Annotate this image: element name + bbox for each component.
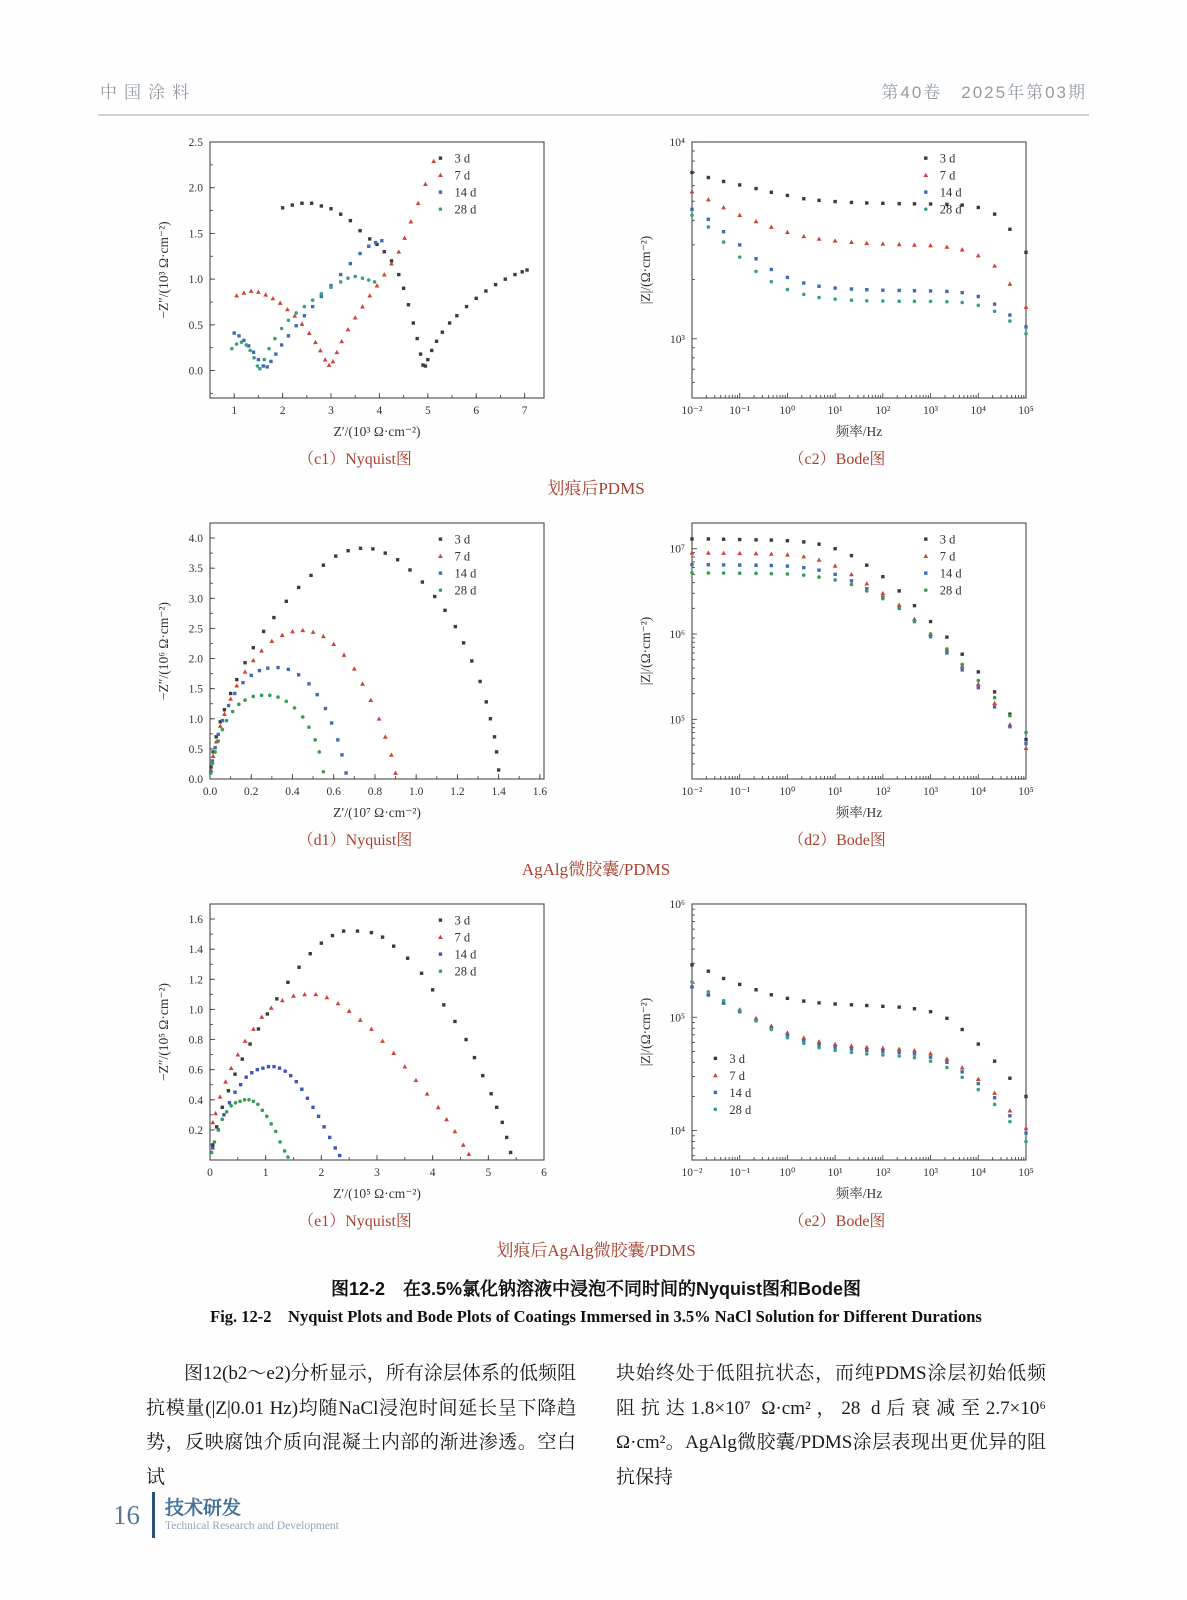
caption-d2: （d2）Bode图 [788,832,886,849]
legend-marker-3d [924,537,927,540]
svg-text:Z′/(10⁷ Ω·cm⁻²): Z′/(10⁷ Ω·cm⁻²) [333,805,421,820]
svg-text:|Z|/(Ω·cm⁻²): |Z|/(Ω·cm⁻²) [638,997,653,1067]
svg-text:0.5: 0.5 [188,319,203,332]
svg-text:28 d: 28 d [939,202,962,217]
svg-text:3 d: 3 d [454,151,471,166]
chart-d2-bode [628,509,1046,827]
svg-text:3 d: 3 d [939,151,956,166]
svg-text:10⁰: 10⁰ [779,405,796,417]
figure-e1 [146,890,564,1231]
svg-text:Z′/(10⁵ Ω·cm⁻²): Z′/(10⁵ Ω·cm⁻²) [333,1186,421,1201]
svg-text:频率/Hz: 频率/Hz [835,424,883,439]
figure-caption-en: Fig. 12-2 Nyquist Plots and Bode Plots of Coatings Immersed in 3.5% NaCl Solution for Different Durations [210,1307,982,1326]
page-header [100,78,1087,103]
legend-marker-28d [439,969,443,973]
svg-text:2.5: 2.5 [188,623,203,636]
legend-marker-14d [439,190,442,193]
svg-text:10⁻²: 10⁻² [681,1167,703,1179]
svg-text:1: 1 [262,1167,269,1179]
svg-text:10¹: 10¹ [827,405,843,417]
legend-marker-28d [714,1108,718,1112]
svg-text:3 d: 3 d [454,532,471,547]
svg-text:3.5: 3.5 [188,563,203,576]
caption-e2: （e2）Bode图 [788,1213,886,1230]
chart-c1-nyquist [146,128,564,446]
svg-text:10⁴: 10⁴ [970,786,987,798]
legend-marker-14d [924,571,927,574]
svg-text:0.0: 0.0 [202,786,218,798]
svg-text:1: 1 [231,405,238,417]
svg-text:0.2: 0.2 [188,1124,203,1137]
svg-text:1.6: 1.6 [532,786,548,798]
svg-text:1.4: 1.4 [188,944,203,957]
caption-c2: （c2）Bode图 [788,451,886,468]
svg-text:10⁴: 10⁴ [970,1167,987,1179]
svg-text:Z′/(10³ Ω·cm⁻²): Z′/(10³ Ω·cm⁻²) [333,424,421,439]
legend-marker-3d [924,156,927,159]
svg-text:2.0: 2.0 [188,653,203,666]
svg-text:3 d: 3 d [939,532,956,547]
svg-text:7 d: 7 d [939,549,956,564]
svg-text:0.0: 0.0 [188,365,203,378]
svg-text:|Z|/(Ω·cm⁻²): |Z|/(Ω·cm⁻²) [638,235,653,305]
svg-text:14 d: 14 d [729,1085,752,1100]
legend-marker-14d [439,952,442,955]
svg-text:7 d: 7 d [939,168,956,183]
svg-text:10⁴: 10⁴ [669,1125,685,1138]
svg-text:10⁰: 10⁰ [779,786,796,798]
footer-section-en: Technical Research and Development [165,1519,339,1532]
svg-text:10²: 10² [875,405,891,417]
figure-d2 [628,509,1046,850]
svg-text:1.6: 1.6 [188,914,203,927]
body-column-left [146,1357,576,1495]
svg-text:6: 6 [473,405,480,417]
svg-text:1.5: 1.5 [188,683,203,696]
footer-section-zh: 技术研发 [165,1498,242,1520]
svg-text:10⁵: 10⁵ [1018,405,1034,417]
svg-text:10³: 10³ [923,405,939,417]
svg-text:7: 7 [521,405,528,417]
svg-text:10⁻¹: 10⁻¹ [729,1167,751,1179]
caption-d1: （d1）Nyquist图 [297,832,413,849]
figure-e2 [628,890,1046,1231]
footer-divider [152,1492,155,1538]
legend-marker-28d [924,207,928,211]
svg-text:0.5: 0.5 [188,743,203,756]
svg-text:2.0: 2.0 [188,182,203,195]
caption-e1: （e1）Nyquist图 [298,1213,412,1230]
svg-text:10⁷: 10⁷ [669,543,685,556]
figure-c2 [628,128,1046,469]
svg-text:4: 4 [429,1167,436,1179]
svg-text:5: 5 [485,1167,492,1179]
legend-marker-14d [714,1091,717,1094]
c2-bode-svg [632,128,1042,446]
svg-text:1.0: 1.0 [188,1004,203,1017]
legend-marker-3d [714,1057,717,1060]
svg-text:0.2: 0.2 [244,786,259,798]
svg-text:28 d: 28 d [939,583,962,598]
svg-text:频率/Hz: 频率/Hz [835,805,883,820]
svg-text:10²: 10² [875,1167,891,1179]
legend-marker-3d [439,537,442,540]
svg-text:0.8: 0.8 [188,1034,203,1047]
journal-name: 中国涂料 [100,83,196,102]
svg-text:10⁶: 10⁶ [669,629,685,642]
c1-nyquist-svg [150,128,560,446]
body-column-right [616,1357,1046,1495]
svg-text:1.5: 1.5 [188,228,203,241]
chart-c2-bode [628,128,1046,446]
page-footer [113,1492,339,1538]
svg-text:10⁶: 10⁶ [669,899,685,911]
svg-text:频率/Hz: 频率/Hz [835,1186,883,1201]
chart-e1-nyquist [146,890,564,1208]
body-paragraph-left: 图12(b2～e2)分析显示，所有涂层体系的低频阻抗模量(|Z|0.01 Hz)均随NaCl浸泡时间延长呈下降趋势，反映腐蚀介质向混凝土内部的渐进渗透。空白试 [146,1363,576,1488]
svg-text:10³: 10³ [670,333,685,346]
page-number: 16 [113,1499,140,1530]
svg-text:0.6: 0.6 [188,1064,203,1077]
svg-text:3 d: 3 d [729,1051,746,1066]
svg-text:7 d: 7 d [454,168,471,183]
svg-text:0.4: 0.4 [188,1094,203,1107]
charts-row-c [146,128,1046,469]
svg-text:10⁵: 10⁵ [1018,786,1034,798]
svg-text:4: 4 [376,405,383,417]
legend-marker-28d [924,588,928,592]
legend-marker-14d [924,190,927,193]
figure-c1 [146,128,564,469]
svg-text:28 d: 28 d [454,202,477,217]
legend-marker-28d [439,207,443,211]
svg-text:−Z″/(10⁵ Ω·cm⁻²): −Z″/(10⁵ Ω·cm⁻²) [156,982,171,1082]
svg-text:28 d: 28 d [454,583,477,598]
svg-text:10³: 10³ [923,1167,939,1179]
d2-bode-svg [632,509,1042,827]
figure-content [146,128,1046,1495]
svg-text:6: 6 [541,1167,547,1179]
svg-text:10³: 10³ [923,786,939,798]
svg-text:10¹: 10¹ [827,786,843,798]
e2-bode-svg [632,890,1042,1208]
svg-text:3 d: 3 d [454,913,471,928]
svg-text:1.0: 1.0 [188,274,203,287]
svg-text:0.8: 0.8 [367,786,383,798]
svg-text:3.0: 3.0 [188,593,203,606]
svg-text:10⁻²: 10⁻² [681,786,703,798]
svg-text:0.4: 0.4 [285,786,300,798]
svg-text:10⁻²: 10⁻² [681,405,703,417]
svg-text:−Z″/(10³ Ω·cm⁻²): −Z″/(10³ Ω·cm⁻²) [156,221,171,319]
svg-text:3: 3 [374,1167,380,1179]
charts-row-e [146,890,1046,1231]
svg-text:10⁴: 10⁴ [970,405,987,417]
svg-text:1.2: 1.2 [188,974,203,987]
svg-text:10⁴: 10⁴ [669,137,685,149]
svg-text:4.0: 4.0 [188,533,203,546]
svg-text:28 d: 28 d [729,1102,752,1117]
svg-text:10⁵: 10⁵ [1018,1167,1034,1179]
svg-text:10¹: 10¹ [827,1167,843,1179]
svg-text:1.2: 1.2 [450,786,465,798]
svg-text:5: 5 [424,405,431,417]
svg-text:0: 0 [207,1167,213,1179]
svg-text:2.5: 2.5 [188,137,203,149]
figure-caption-zh: 图12-2 在3.5%氯化钠溶液中浸泡不同时间的Nyquist图和Bode图 [330,1279,862,1299]
group-label-c: 划痕后PDMS [547,479,645,498]
svg-text:7 d: 7 d [454,549,471,564]
legend-marker-3d [439,918,442,921]
svg-text:10⁵: 10⁵ [669,1012,685,1025]
svg-text:10⁰: 10⁰ [779,1167,796,1179]
svg-text:7 d: 7 d [454,930,471,945]
charts-row-d [146,509,1046,850]
issue-info: 第40卷 2025年第03期 [881,83,1087,102]
svg-text:0.6: 0.6 [326,786,341,798]
svg-text:3: 3 [328,405,334,417]
svg-text:14 d: 14 d [939,185,962,200]
svg-text:14 d: 14 d [939,566,962,581]
e1-nyquist-svg [150,890,560,1208]
group-label-e: 划痕后AgAlg微胶囊/PDMS [496,1241,696,1260]
footer-section [165,1498,339,1532]
svg-text:1.0: 1.0 [408,786,424,798]
svg-text:10⁻¹: 10⁻¹ [729,405,751,417]
chart-d1-nyquist [146,509,564,827]
svg-text:0.0: 0.0 [188,774,203,786]
svg-text:10⁻¹: 10⁻¹ [729,786,751,798]
figure-d1 [146,509,564,850]
legend-marker-28d [439,588,443,592]
svg-text:28 d: 28 d [454,964,477,979]
body-text [146,1357,1046,1495]
svg-text:1.4: 1.4 [491,786,506,798]
svg-text:2: 2 [318,1167,325,1179]
chart-e2-bode [628,890,1046,1208]
svg-text:2: 2 [279,405,286,417]
svg-text:1.0: 1.0 [188,713,203,726]
svg-text:10²: 10² [875,786,891,798]
caption-c1: （c1）Nyquist图 [298,451,412,468]
svg-text:14 d: 14 d [454,185,477,200]
svg-text:10⁵: 10⁵ [669,714,685,727]
svg-text:14 d: 14 d [454,947,477,962]
svg-text:|Z|/(Ω·cm⁻²): |Z|/(Ω·cm⁻²) [638,616,653,686]
d1-nyquist-svg [150,509,560,827]
svg-text:7 d: 7 d [729,1068,746,1083]
header-rule [98,114,1089,116]
svg-text:14 d: 14 d [454,566,477,581]
svg-text:−Z″/(10⁶ Ω·cm⁻²): −Z″/(10⁶ Ω·cm⁻²) [156,601,171,701]
group-label-d: AgAlg微胶囊/PDMS [521,860,671,879]
body-paragraph-right: 块始终处于低阻抗状态，而纯PDMS涂层初始低频阻抗达1.8×10⁷ Ω·cm²，28 d后衰减至2.7×10⁶ Ω·cm²。AgAlg微胶囊/PDMS涂层表现出更优异的阻抗保持 [616,1363,1046,1488]
legend-marker-14d [439,571,442,574]
legend-marker-3d [439,156,442,159]
